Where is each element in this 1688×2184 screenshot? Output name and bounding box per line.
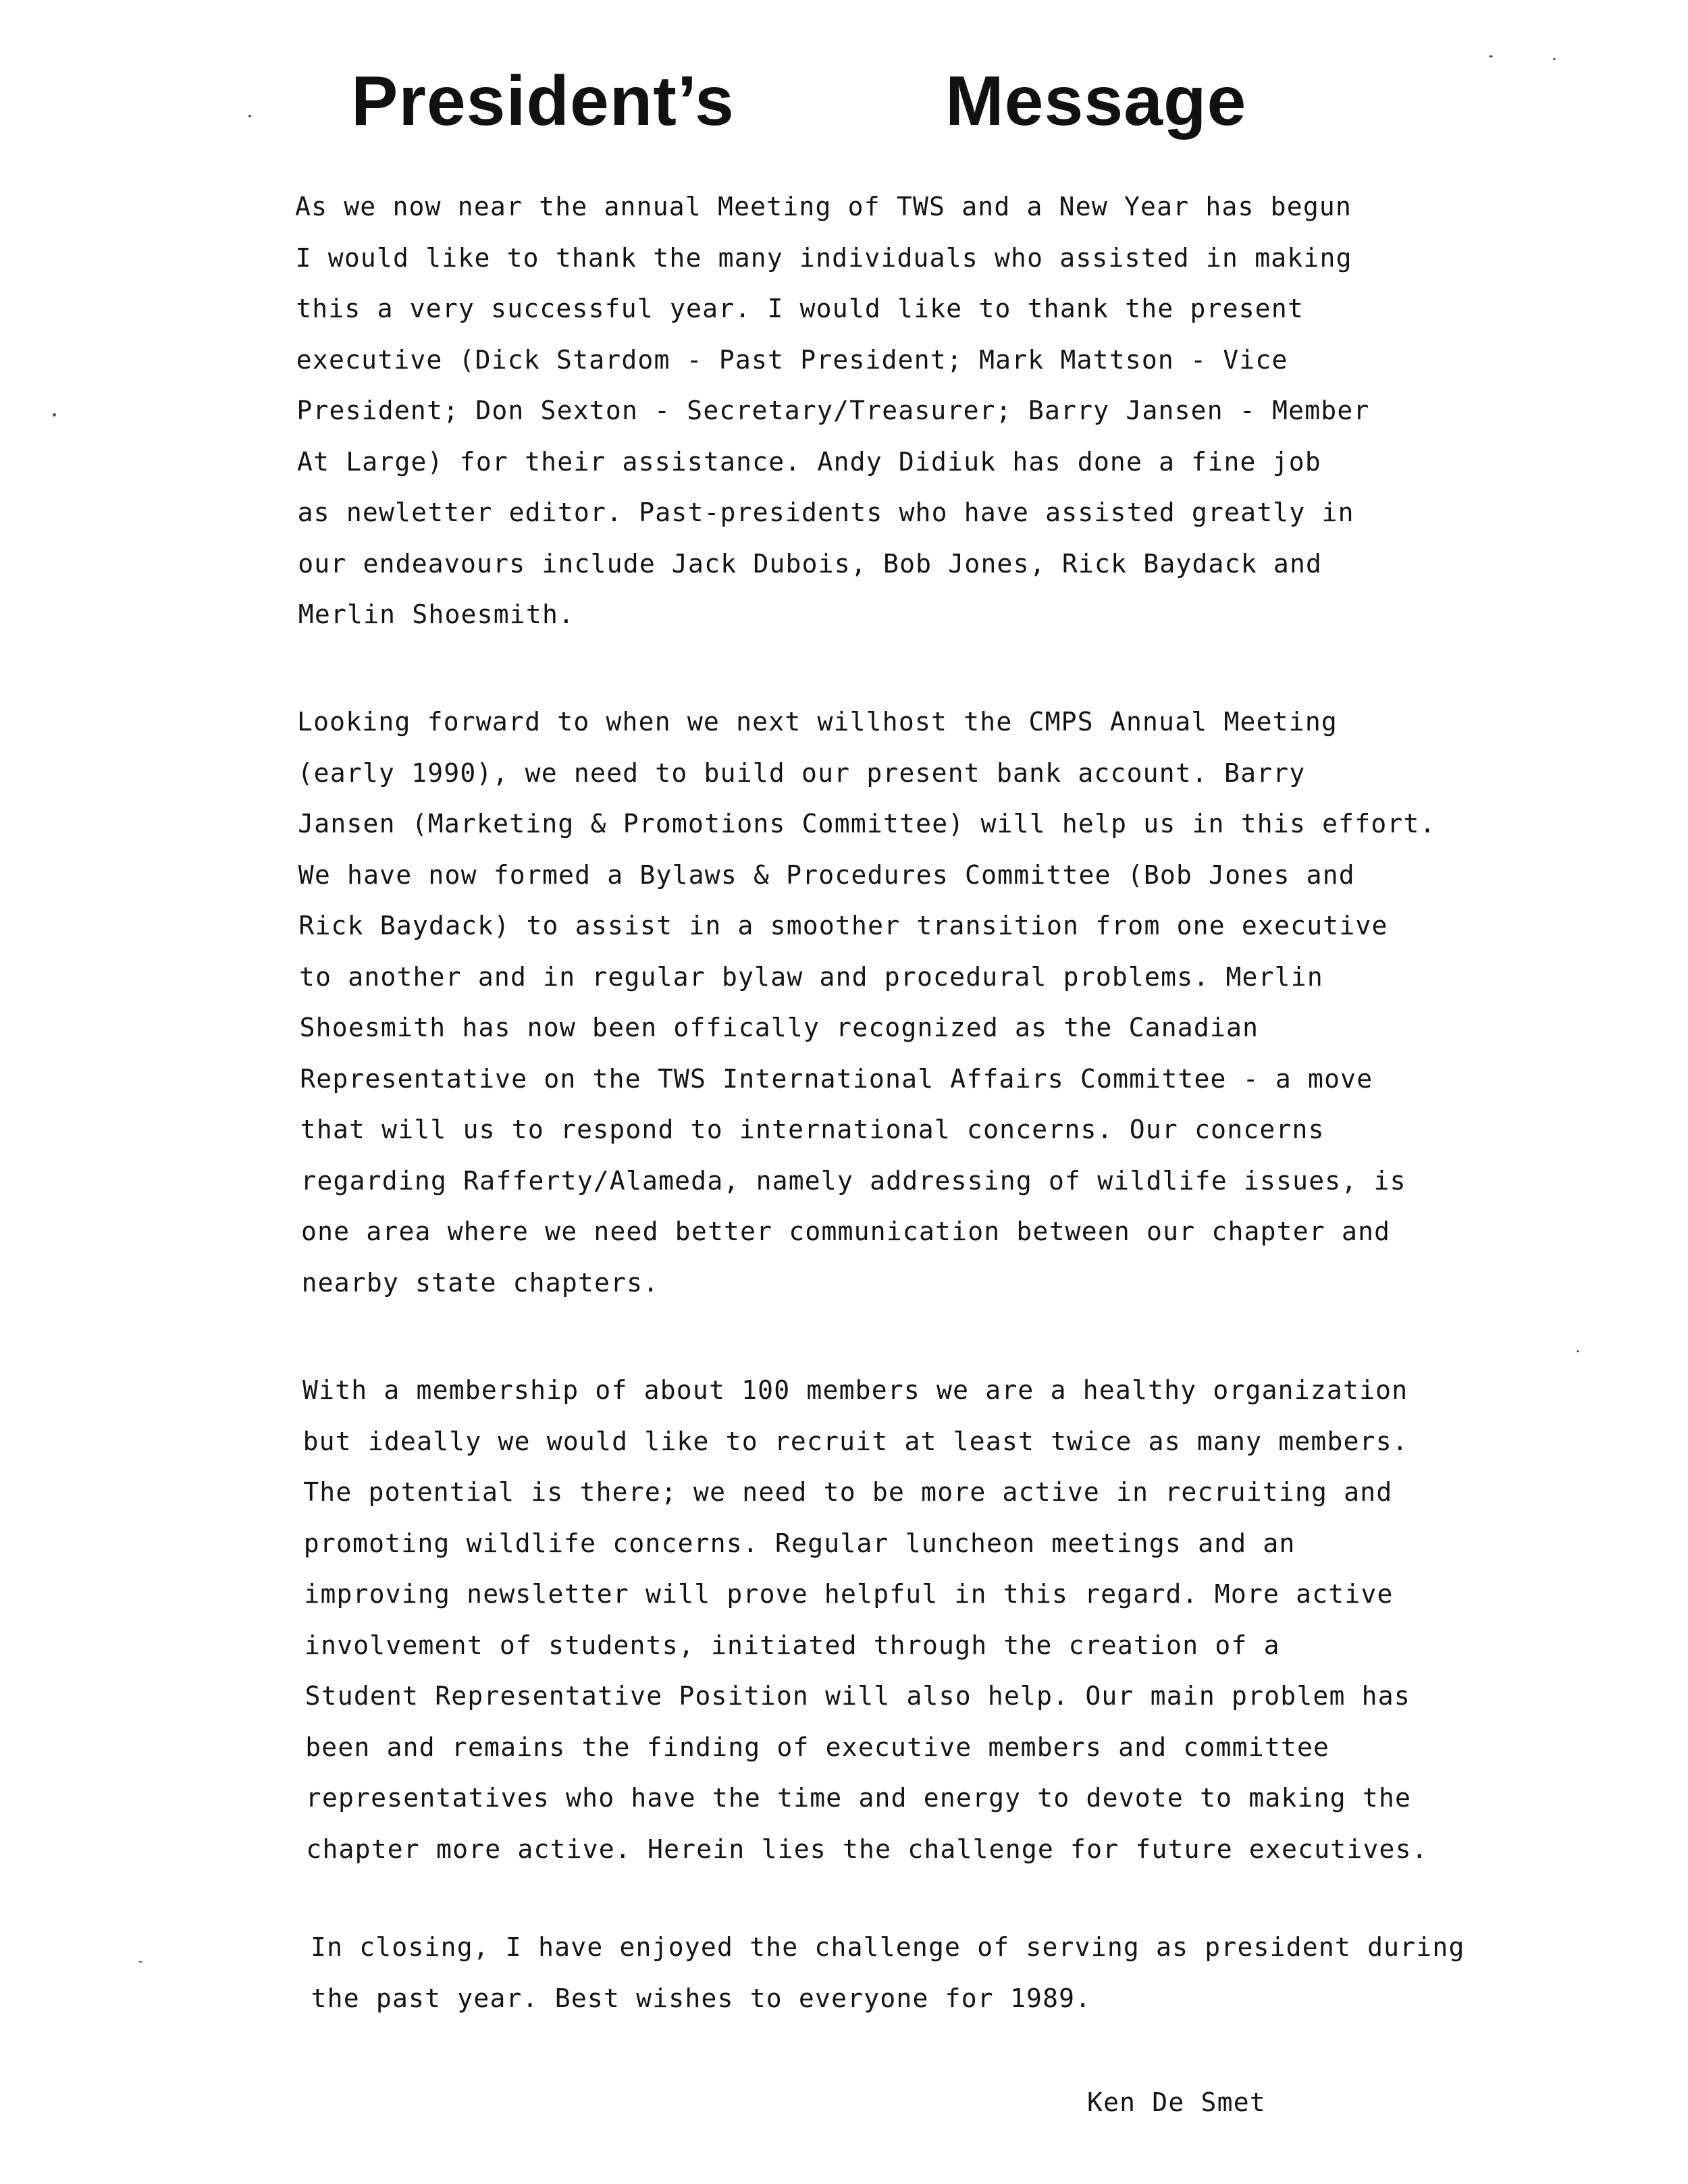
text-line: In closing, I have enjoyed the challenge of serving as president during (311, 1932, 1465, 1962)
text-line: Rick Baydack) to assist in a smoother transition from one executive (298, 911, 1388, 940)
text-line: been and remains the finding of executive members and committee (305, 1732, 1330, 1762)
text-line: to another and in regular bylaw and procedural problems. Merlin (299, 961, 1323, 992)
text-line: as newletter editor. Past-presidents who have assisted greatly in (297, 498, 1354, 527)
scan-speck (138, 1961, 142, 1963)
text-line: Shoesmith has now been offically recognized as the Canadian (299, 1013, 1259, 1042)
text-line: chapter more active. Herein lies the challenge for future executives. (306, 1834, 1428, 1864)
text-line: As we now near the annual Meeting of TWS and a New Year has begun (295, 192, 1352, 221)
text-line: executive (Dick Stardom - Past President; Mark Mattson - Vice (296, 344, 1288, 375)
text-line: our endeavours include Jack Dubois, Bob Jones, Rick Baydack and (298, 548, 1323, 579)
text-line: Representative on the TWS International Affairs Committee - a move (300, 1063, 1373, 1094)
text-line: President; Don Sexton - Secretary/Treasurer; Barry Jansen - Member (296, 396, 1370, 425)
scan-speck (248, 115, 251, 117)
text-line: representatives who have the time and energy to devote to making the (305, 1783, 1412, 1813)
text-line: but ideally we would like to recruit at least twice as many members. (302, 1426, 1408, 1456)
text-line: Merlin Shoesmith. (298, 600, 575, 629)
text-line: regarding Rafferty/Alameda, namely addressing of wildlife issues, is (300, 1165, 1406, 1196)
text-line: At Large) for their assistance. Andy Didiuk has done a fine job (297, 446, 1321, 477)
text-line: improving newsletter will prove helpful in this regard. More active (304, 1579, 1394, 1609)
text-line: one area where we need better communication between our chapter and (301, 1217, 1391, 1246)
text-line: Looking forward to when we next willhost the CMPS Annual Meeting (297, 707, 1338, 737)
signature: Ken De Smet (1087, 2087, 1266, 2117)
text-line: that will us to respond to international concerns. Our concerns (300, 1115, 1325, 1144)
text-line: We have now formed a Bylaws & Procedures Committee (Bob Jones and (298, 859, 1355, 890)
text-line: With a membership of about 100 members we are a healthy organization (302, 1375, 1408, 1405)
page-title-message: Message (945, 62, 1247, 140)
text-line: The potential is there; we need to be more active in recruiting and (303, 1477, 1393, 1507)
scan-speck (1553, 58, 1556, 60)
scan-speck (1577, 1350, 1579, 1352)
scan-speck (1489, 55, 1493, 57)
text-line: promoting wildlife concerns. Regular luncheon meetings and an (303, 1528, 1296, 1558)
text-line: I would like to thank the many individuals who assisted in making (295, 242, 1352, 273)
text-line: the past year. Best wishes to everyone for 1989. (311, 1983, 1092, 2013)
page-title-presidents: President’s (351, 62, 735, 140)
text-line: Student Representative Position will also help. Our main problem has (305, 1681, 1410, 1711)
text-line: involvement of students, initiated through the creation of a (305, 1630, 1280, 1660)
scan-speck (53, 413, 56, 417)
text-line: Jansen (Marketing & Promotions Committee) will help us in this effort. (298, 809, 1436, 838)
text-line: this a very successful year. I would like to thank the present (296, 294, 1304, 323)
text-line: nearby state chapters. (301, 1267, 660, 1298)
text-line: (early 1990), we need to build our present bank account. Barry (297, 757, 1306, 788)
